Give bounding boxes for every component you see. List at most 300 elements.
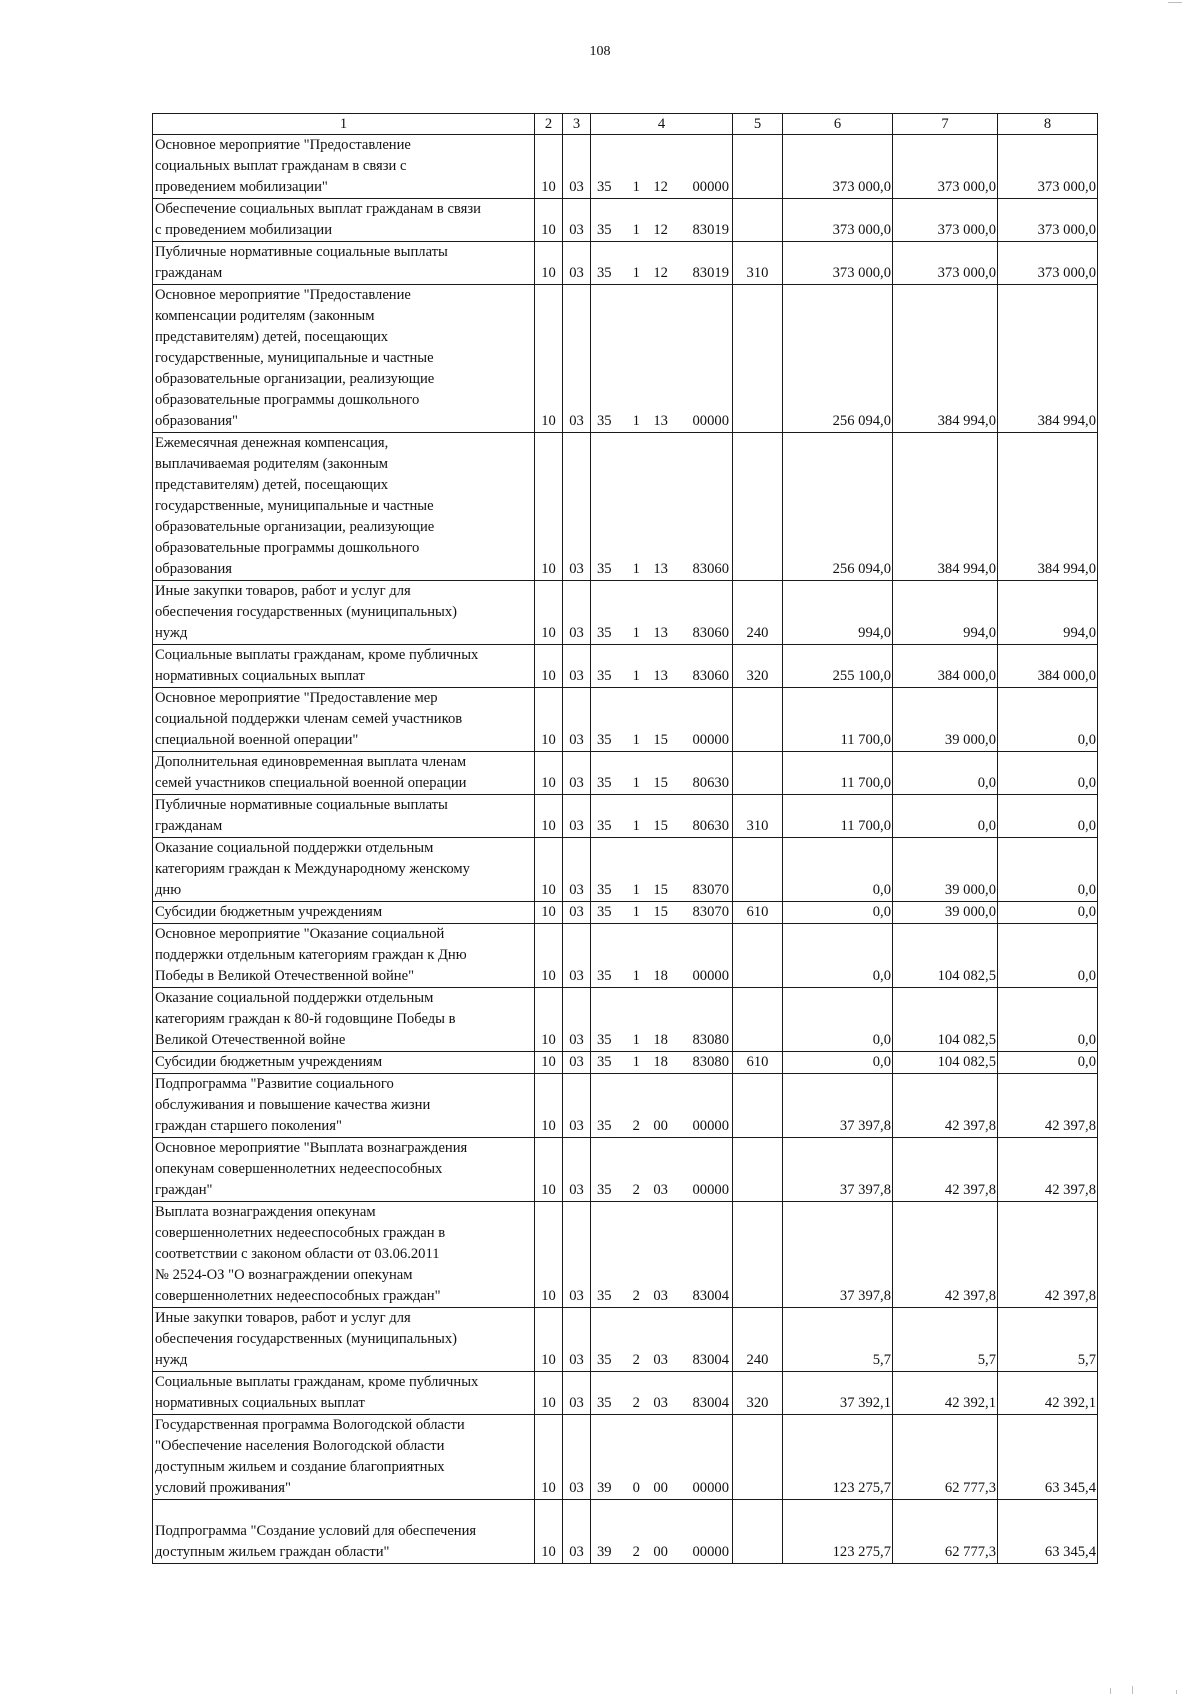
section-code: 10 [535, 433, 563, 581]
row-name-line: Победы в Великой Отечественной войне" [155, 968, 415, 984]
row-name [153, 581, 535, 645]
row-name-line: Оказание социальной поддержки отдельным [155, 840, 434, 856]
target-article-parts [597, 1393, 729, 1414]
table-row [153, 902, 1098, 924]
amount-year-3: 373 000,0 [998, 242, 1098, 285]
expense-type-code [733, 1415, 783, 1500]
target-article-parts [597, 880, 729, 901]
subsection-code: 03 [563, 1415, 591, 1500]
row-name-line: совершеннолетних недееспособных граждан" [155, 1288, 441, 1304]
subsection-code: 03 [563, 285, 591, 433]
section-code: 10 [535, 285, 563, 433]
target-article-part: 03 [653, 1352, 668, 1368]
row-name [153, 285, 535, 433]
target-article-parts [597, 1286, 729, 1307]
amount-year-3: 0,0 [998, 752, 1098, 795]
amount-year-2: 373 000,0 [893, 135, 998, 199]
target-article-part: 18 [653, 1032, 668, 1048]
target-article-part: 0 [632, 1480, 640, 1496]
target-article-part: 83080 [692, 1032, 729, 1048]
target-article-part: 35 [597, 625, 612, 641]
subsection-code: 03 [563, 1500, 591, 1564]
row-name-line: проведением мобилизации" [155, 179, 328, 195]
expense-type-code [733, 1500, 783, 1564]
target-article-code [591, 1052, 733, 1074]
table-row [153, 1415, 1098, 1500]
row-name-line: Оказание социальной поддержки отдельным [155, 990, 434, 1006]
row-name [153, 838, 535, 902]
row-name [153, 688, 535, 752]
target-article-part: 35 [597, 1054, 612, 1070]
target-article-code [591, 199, 733, 242]
row-name [153, 752, 535, 795]
subsection-code: 03 [563, 199, 591, 242]
row-name [153, 795, 535, 838]
target-article-parts [597, 966, 729, 987]
target-article-part: 1 [632, 732, 640, 748]
target-article-part: 35 [597, 968, 612, 984]
target-article-code [591, 433, 733, 581]
target-article-parts [597, 263, 729, 284]
target-article-part: 13 [653, 413, 668, 429]
subsection-code: 03 [563, 1138, 591, 1202]
target-article-part: 13 [653, 625, 668, 641]
row-name-line: обеспечения государственных (муниципальных) [155, 604, 457, 620]
target-article-part: 1 [632, 904, 640, 920]
target-article-code [591, 1308, 733, 1372]
target-article-part: 15 [653, 904, 668, 920]
target-article-part: 83070 [692, 882, 729, 898]
amount-year-3: 373 000,0 [998, 135, 1098, 199]
section-code: 10 [535, 1372, 563, 1415]
amount-year-3: 0,0 [998, 988, 1098, 1052]
amount-year-1: 373 000,0 [783, 199, 893, 242]
amount-year-1: 0,0 [783, 988, 893, 1052]
row-name [153, 1052, 535, 1074]
amount-year-2: 373 000,0 [893, 242, 998, 285]
target-article-part: 15 [653, 732, 668, 748]
target-article-part: 1 [632, 222, 640, 238]
expense-type-code: 320 [733, 645, 783, 688]
section-code: 10 [535, 795, 563, 838]
table-row [153, 795, 1098, 838]
section-code: 10 [535, 752, 563, 795]
amount-year-2: 39 000,0 [893, 838, 998, 902]
row-name-line: Социальные выплаты гражданам, кроме публичных [155, 1374, 479, 1390]
amount-year-3: 42 397,8 [998, 1138, 1098, 1202]
subsection-code: 03 [563, 1372, 591, 1415]
target-article-part: 1 [632, 1032, 640, 1048]
section-code: 10 [535, 1500, 563, 1564]
row-name [153, 1138, 535, 1202]
target-article-part: 83060 [692, 668, 729, 684]
row-name-line: поддержки отдельным категориям граждан к Дню [155, 947, 467, 963]
target-article-code [591, 645, 733, 688]
amount-year-1: 0,0 [783, 902, 893, 924]
row-name-line: Публичные нормативные социальные выплаты [155, 244, 448, 260]
row-name-line: Иные закупки товаров, работ и услуг для [155, 1310, 411, 1326]
target-article-code [591, 838, 733, 902]
expense-type-code: 240 [733, 1308, 783, 1372]
row-name-line: доступным жильем граждан области" [155, 1544, 390, 1560]
row-name-line: Государственная программа Вологодской области [155, 1417, 465, 1433]
subsection-code: 03 [563, 645, 591, 688]
target-article-part: 03 [653, 1182, 668, 1198]
amount-year-2: 0,0 [893, 795, 998, 838]
row-name-line: Основное мероприятие "Выплата вознаграждения [155, 1140, 468, 1156]
target-article-part: 83004 [692, 1395, 729, 1411]
table-body [153, 135, 1098, 1564]
target-article-part: 35 [597, 413, 612, 429]
subsection-code: 03 [563, 1308, 591, 1372]
target-article-part: 2 [632, 1288, 640, 1304]
row-name-line: Публичные нормативные социальные выплаты [155, 797, 448, 813]
target-article-parts [597, 1350, 729, 1371]
target-article-part: 13 [653, 561, 668, 577]
target-article-part: 2 [632, 1118, 640, 1134]
target-article-part: 35 [597, 882, 612, 898]
target-article-parts [597, 730, 729, 751]
section-code: 10 [535, 135, 563, 199]
target-article-part: 12 [653, 179, 668, 195]
amount-year-1: 5,7 [783, 1308, 893, 1372]
target-article-parts [597, 816, 729, 837]
row-name [153, 1074, 535, 1138]
target-article-parts [597, 1180, 729, 1201]
target-article-part: 18 [653, 968, 668, 984]
amount-year-2: 104 082,5 [893, 1052, 998, 1074]
amount-year-3: 0,0 [998, 1052, 1098, 1074]
amount-year-1: 256 094,0 [783, 285, 893, 433]
amount-year-3: 42 397,8 [998, 1202, 1098, 1308]
section-code: 10 [535, 1074, 563, 1138]
target-article-part: 00 [653, 1480, 668, 1496]
row-name-line: Основное мероприятие "Предоставление [155, 137, 411, 153]
amount-year-2: 384 000,0 [893, 645, 998, 688]
row-name-line: представителям) детей, посещающих [155, 329, 389, 345]
amount-year-2: 104 082,5 [893, 988, 998, 1052]
target-article-part: 83019 [692, 222, 729, 238]
target-article-part: 35 [597, 904, 612, 920]
subsection-code: 03 [563, 902, 591, 924]
target-article-code [591, 1415, 733, 1500]
section-code: 10 [535, 1202, 563, 1308]
table-row [153, 838, 1098, 902]
target-article-part: 80630 [692, 775, 729, 791]
row-name-line: доступным жильем и создание благоприятных [155, 1459, 445, 1475]
expense-type-code [733, 924, 783, 988]
target-article-code [591, 1202, 733, 1308]
amount-year-3: 373 000,0 [998, 199, 1098, 242]
amount-year-1: 255 100,0 [783, 645, 893, 688]
row-name-line: гражданам [155, 265, 223, 281]
target-article-part: 00000 [692, 1182, 729, 1198]
amount-year-2: 62 777,3 [893, 1415, 998, 1500]
section-code: 10 [535, 988, 563, 1052]
row-name-line: образовательные организации, реализующие [155, 371, 435, 387]
table-row [153, 1052, 1098, 1074]
expense-type-code: 240 [733, 581, 783, 645]
row-name-line: опекунам совершеннолетних недееспособных [155, 1161, 443, 1177]
subsection-code: 03 [563, 1052, 591, 1074]
target-article-parts [597, 1478, 729, 1499]
target-article-part: 35 [597, 561, 612, 577]
table-header-row [153, 114, 1098, 135]
row-name-line: Подпрограмма "Создание условий для обеспечения [155, 1523, 477, 1539]
amount-year-3: 5,7 [998, 1308, 1098, 1372]
expense-type-code [733, 1138, 783, 1202]
amount-year-3: 994,0 [998, 581, 1098, 645]
subsection-code: 03 [563, 988, 591, 1052]
expense-type-code [733, 1074, 783, 1138]
amount-year-1: 256 094,0 [783, 433, 893, 581]
table-row [153, 199, 1098, 242]
amount-year-1: 994,0 [783, 581, 893, 645]
amount-year-1: 11 700,0 [783, 752, 893, 795]
target-article-part: 35 [597, 668, 612, 684]
target-article-part: 83060 [692, 625, 729, 641]
row-name-line: граждан" [155, 1182, 213, 1198]
amount-year-2: 42 392,1 [893, 1372, 998, 1415]
amount-year-2: 104 082,5 [893, 924, 998, 988]
expense-type-code: 310 [733, 795, 783, 838]
header-col-4: 4 [591, 114, 733, 135]
target-article-part: 1 [632, 1054, 640, 1070]
target-article-part: 35 [597, 1182, 612, 1198]
section-code: 10 [535, 838, 563, 902]
row-name-line: нужд [155, 1352, 188, 1368]
target-article-code [591, 795, 733, 838]
target-article-part: 83019 [692, 265, 729, 281]
target-article-part: 00000 [692, 1118, 729, 1134]
row-name-line: нормативных социальных выплат [155, 1395, 365, 1411]
row-name-line: образования [155, 561, 232, 577]
target-article-part: 35 [597, 732, 612, 748]
expense-type-code [733, 1202, 783, 1308]
target-article-part: 00000 [692, 413, 729, 429]
section-code: 10 [535, 902, 563, 924]
amount-year-1: 11 700,0 [783, 688, 893, 752]
expense-type-code: 610 [733, 902, 783, 924]
target-article-part: 00 [653, 1118, 668, 1134]
amount-year-3: 0,0 [998, 924, 1098, 988]
target-article-part: 15 [653, 882, 668, 898]
table-row [153, 285, 1098, 433]
table-row [153, 688, 1098, 752]
target-article-parts [597, 220, 729, 241]
target-article-part: 83004 [692, 1288, 729, 1304]
amount-year-2: 384 994,0 [893, 285, 998, 433]
section-code: 10 [535, 199, 563, 242]
amount-year-1: 37 397,8 [783, 1074, 893, 1138]
subsection-code: 03 [563, 242, 591, 285]
amount-year-3: 63 345,4 [998, 1500, 1098, 1564]
amount-year-3: 42 392,1 [998, 1372, 1098, 1415]
subsection-code: 03 [563, 1202, 591, 1308]
amount-year-1: 37 397,8 [783, 1202, 893, 1308]
target-article-parts [597, 1052, 729, 1073]
subsection-code: 03 [563, 838, 591, 902]
row-name-line: дню [155, 882, 182, 898]
subsection-code: 03 [563, 752, 591, 795]
amount-year-1: 37 397,8 [783, 1138, 893, 1202]
target-article-part: 00 [653, 1544, 668, 1560]
amount-year-1: 11 700,0 [783, 795, 893, 838]
row-name-line: Основное мероприятие "Предоставление [155, 287, 411, 303]
amount-year-1: 123 275,7 [783, 1500, 893, 1564]
subsection-code: 03 [563, 688, 591, 752]
target-article-part: 00000 [692, 732, 729, 748]
row-name [153, 135, 535, 199]
target-article-part: 83080 [692, 1054, 729, 1070]
amount-year-1: 0,0 [783, 924, 893, 988]
target-article-code [591, 902, 733, 924]
expense-type-code [733, 433, 783, 581]
amount-year-2: 42 397,8 [893, 1138, 998, 1202]
row-name [153, 1415, 535, 1500]
table-row [153, 1372, 1098, 1415]
row-name-line: с проведением мобилизации [155, 222, 333, 238]
target-article-code [591, 1138, 733, 1202]
amount-year-3: 384 000,0 [998, 645, 1098, 688]
table-row [153, 581, 1098, 645]
target-article-code [591, 1074, 733, 1138]
row-name [153, 1308, 535, 1372]
amount-year-2: 62 777,3 [893, 1500, 998, 1564]
expense-type-code [733, 199, 783, 242]
row-name-line: Субсидии бюджетным учреждениям [155, 904, 383, 920]
target-article-code [591, 1500, 733, 1564]
target-article-parts [597, 902, 729, 923]
target-article-part: 1 [632, 968, 640, 984]
target-article-part: 39 [597, 1544, 612, 1560]
amount-year-2: 373 000,0 [893, 199, 998, 242]
header-col-3: 3 [563, 114, 591, 135]
section-code: 10 [535, 1052, 563, 1074]
row-name-line: государственные, муниципальные и частные [155, 350, 434, 366]
target-article-part: 35 [597, 1352, 612, 1368]
target-article-part: 2 [632, 1544, 640, 1560]
row-name-line: представителям) детей, посещающих [155, 477, 389, 493]
section-code: 10 [535, 242, 563, 285]
amount-year-3: 0,0 [998, 838, 1098, 902]
scan-artifact [1110, 1688, 1111, 1694]
table-row [153, 135, 1098, 199]
row-name-line: категориям граждан к Международному женскому [155, 861, 470, 877]
target-article-part: 35 [597, 179, 612, 195]
section-code: 10 [535, 581, 563, 645]
target-article-part: 00000 [692, 1544, 729, 1560]
row-name-line: № 2524-ОЗ "О вознаграждении опекунам [155, 1267, 413, 1283]
subsection-code: 03 [563, 433, 591, 581]
row-name-line: граждан старшего поколения" [155, 1118, 342, 1134]
amount-year-3: 384 994,0 [998, 433, 1098, 581]
target-article-part: 35 [597, 1395, 612, 1411]
row-name-line: Иные закупки товаров, работ и услуг для [155, 583, 411, 599]
target-article-part: 12 [653, 222, 668, 238]
target-article-part: 03 [653, 1395, 668, 1411]
target-article-part: 83070 [692, 904, 729, 920]
expense-type-code [733, 688, 783, 752]
row-name-line: социальных выплат гражданам в связи с [155, 158, 407, 174]
target-article-parts [597, 1542, 729, 1563]
target-article-code [591, 924, 733, 988]
row-name-line: образовательные программы дошкольного [155, 392, 420, 408]
header-col-7: 7 [893, 114, 998, 135]
target-article-parts [597, 559, 729, 580]
target-article-code [591, 581, 733, 645]
row-name [153, 645, 535, 688]
expense-type-code: 610 [733, 1052, 783, 1074]
target-article-part: 00000 [692, 1480, 729, 1496]
target-article-code [591, 688, 733, 752]
subsection-code: 03 [563, 1074, 591, 1138]
row-name-line: обслуживания и повышение качества жизни [155, 1097, 431, 1113]
amount-year-1: 123 275,7 [783, 1415, 893, 1500]
target-article-part: 00000 [692, 179, 729, 195]
target-article-part: 15 [653, 818, 668, 834]
target-article-part: 15 [653, 775, 668, 791]
target-article-parts [597, 177, 729, 198]
expense-type-code [733, 135, 783, 199]
target-article-part: 03 [653, 1288, 668, 1304]
row-name-line: образовательные организации, реализующие [155, 519, 435, 535]
section-code: 10 [535, 645, 563, 688]
row-name [153, 924, 535, 988]
row-name-line: нормативных социальных выплат [155, 668, 365, 684]
row-name [153, 199, 535, 242]
target-article-parts [597, 623, 729, 644]
expense-type-code: 320 [733, 1372, 783, 1415]
amount-year-2: 42 397,8 [893, 1074, 998, 1138]
row-name-line: Социальные выплаты гражданам, кроме публичных [155, 647, 479, 663]
target-article-part: 2 [632, 1182, 640, 1198]
target-article-part: 18 [653, 1054, 668, 1070]
expense-type-code [733, 752, 783, 795]
row-name-line: семей участников специальной военной операции [155, 775, 467, 791]
row-name-line: обеспечения государственных (муниципальных) [155, 1331, 457, 1347]
row-name-line: совершеннолетних недееспособных граждан в [155, 1225, 446, 1241]
amount-year-2: 0,0 [893, 752, 998, 795]
amount-year-1: 0,0 [783, 1052, 893, 1074]
row-name-line: гражданам [155, 818, 223, 834]
target-article-part: 35 [597, 818, 612, 834]
row-name [153, 1372, 535, 1415]
header-col-8: 8 [998, 114, 1098, 135]
target-article-part: 1 [632, 413, 640, 429]
target-article-part: 35 [597, 775, 612, 791]
target-article-parts [597, 411, 729, 432]
header-col-1: 1 [153, 114, 535, 135]
amount-year-1: 37 392,1 [783, 1372, 893, 1415]
target-article-part: 1 [632, 882, 640, 898]
table-row [153, 1074, 1098, 1138]
target-article-part: 39 [597, 1480, 612, 1496]
target-article-part: 2 [632, 1352, 640, 1368]
row-name-line: Выплата вознаграждения опекунам [155, 1204, 376, 1220]
target-article-part: 12 [653, 265, 668, 281]
row-name-line: Подпрограмма "Развитие социального [155, 1076, 394, 1092]
table-row [153, 645, 1098, 688]
row-name-line: Основное мероприятие "Оказание социальной [155, 926, 445, 942]
target-article-part: 00000 [692, 968, 729, 984]
table-row [153, 924, 1098, 988]
row-name-line: специальной военной операции" [155, 732, 359, 748]
target-article-part: 35 [597, 1118, 612, 1134]
amount-year-3: 42 397,8 [998, 1074, 1098, 1138]
target-article-code [591, 242, 733, 285]
row-name-line: Дополнительная единовременная выплата членам [155, 754, 467, 770]
